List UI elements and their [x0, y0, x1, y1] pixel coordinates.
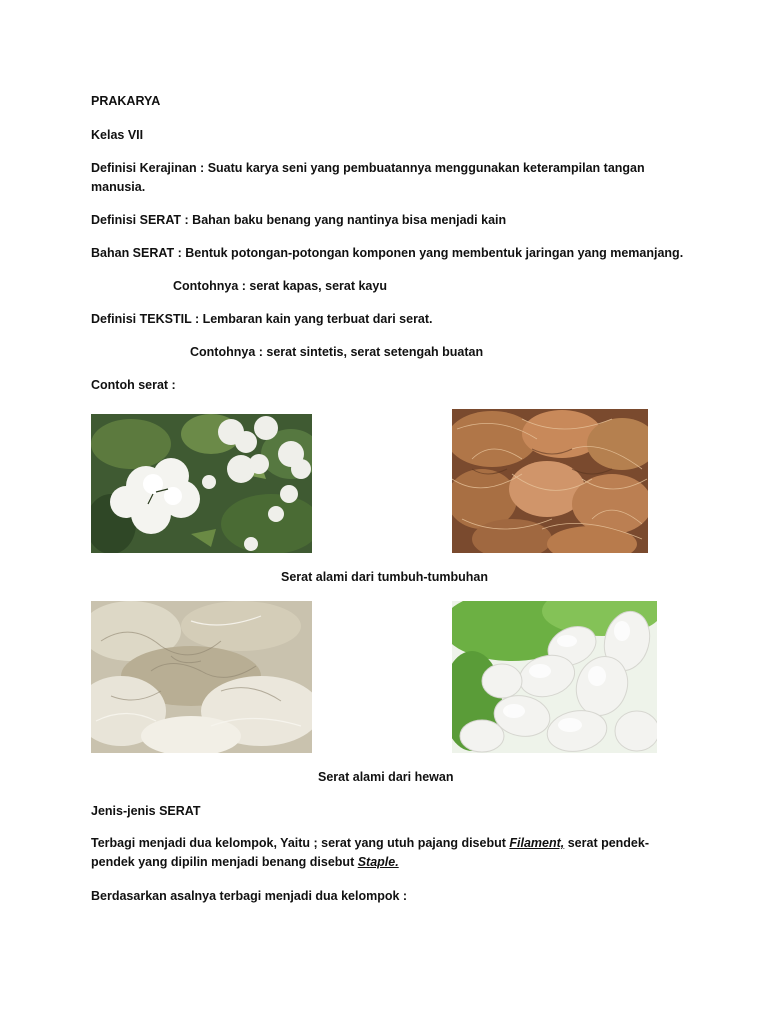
- example-sintetis: Contohnya : serat sintetis, serat setengah buatan: [190, 345, 484, 359]
- caption-plant-fibers: Serat alami dari tumbuh-tumbuhan: [281, 570, 488, 584]
- asal-heading: Berdasarkan asalnya terbagi menjadi dua kelompok :: [91, 889, 408, 903]
- subject-title: PRAKARYA: [91, 94, 161, 108]
- jenis-text-part-1: Terbagi menjadi dua kelompok, Yaitu ; serat yang utuh pajang disebut: [91, 836, 510, 850]
- definition-serat: Definisi SERAT : Bahan baku benang yang nantinya bisa menjadi kain: [91, 213, 507, 227]
- definition-tekstil: Definisi TEKSTIL : Lembaran kain yang terbuat dari serat.: [91, 312, 433, 326]
- contoh-serat-heading: Contoh serat :: [91, 378, 176, 392]
- caption-animal-fibers: Serat alami dari hewan: [318, 770, 454, 784]
- bahan-serat: Bahan SERAT : Bentuk potongan-potongan komponen yang membentuk jaringan yang memanjang.: [91, 246, 684, 260]
- term-staple: Staple.: [357, 855, 399, 869]
- silkworm-cocoons-photo: [452, 601, 657, 753]
- jenis-text-part-2: serat pendek-pendek yang dipilin menjadi benang disebut: [91, 836, 650, 869]
- class-level: Kelas VII: [91, 128, 144, 142]
- cotton-plant-photo: [91, 414, 312, 553]
- term-filament: Filament,: [509, 836, 565, 850]
- raw-wool-photo: [91, 601, 312, 753]
- jenis-serat-paragraph: [91, 834, 691, 872]
- jenis-serat-heading: Jenis-jenis SERAT: [91, 804, 201, 818]
- definition-kerajinan: Definisi Kerajinan : Suatu karya seni yang pembuatannya menggunakan keterampilan tangan manusia.: [91, 161, 645, 194]
- example-kapas-kayu: Contohnya : serat kapas, serat kayu: [173, 279, 387, 293]
- coconut-fiber-photo: [452, 409, 648, 553]
